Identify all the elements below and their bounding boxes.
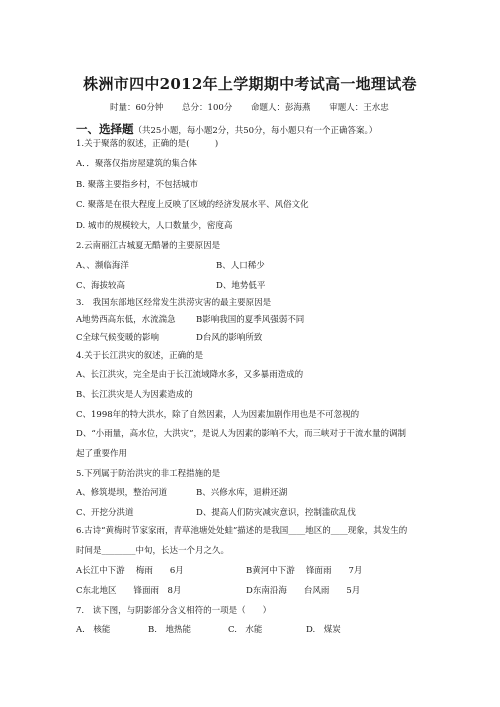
question-1-option-b: B. 聚落主要指乡村，不包括城市 bbox=[76, 180, 199, 190]
question-2-option-b: B、人口稀少 bbox=[216, 261, 265, 271]
question-7-option-b: B. 地热能 bbox=[148, 625, 191, 635]
question-3-option-c: C全球气候变暖的影响 bbox=[76, 333, 160, 343]
question-4-option-d-continued: 起了重要作用 bbox=[76, 449, 128, 459]
section-note: （共25小题，每小题2分，共50分，每小题只有一个正确答案。） bbox=[133, 126, 378, 136]
question-2-option-a: A、、濒临海洋 bbox=[76, 261, 129, 271]
exam-time: 时量：60分钟 bbox=[110, 103, 164, 113]
exam-info bbox=[110, 101, 389, 113]
exam-score: 总分：100分 bbox=[182, 103, 233, 113]
question-6-option-d: D东南沿海 台风雨 5月 bbox=[246, 586, 361, 596]
question-5-stem: 5.下列属于防治洪灾的非工程措施的是 bbox=[76, 469, 221, 479]
question-2-stem: 2.云南丽江古城夏无酷暑的主要原因是 bbox=[76, 241, 221, 251]
question-3-option-a: A地势西高东低，水流湍急 bbox=[76, 315, 176, 325]
question-6-option-a: A长江中下游 梅雨 6月 bbox=[76, 566, 184, 576]
question-6-stem-continued: 时间是________中旬，长达一个月之久。 bbox=[76, 546, 230, 556]
question-4-option-c: C、1998年的特大洪水，除了自然因素，人为因素加剧作用也是不可忽视的 bbox=[76, 410, 360, 420]
section-heading bbox=[76, 121, 377, 137]
question-4-stem: 4.关于长江洪灾的叙述，正确的是 bbox=[76, 351, 204, 361]
question-3-option-b: B影响我国的夏季风强弱不同 bbox=[196, 315, 305, 325]
question-6-option-c: C东北地区 锋面雨 8月 bbox=[76, 586, 182, 596]
question-1-option-c: C. 聚落是在很大程度上反映了区域的经济发展水平、风俗文化 bbox=[76, 200, 309, 210]
question-2-option-d: D、地势低平 bbox=[216, 281, 266, 291]
question-5-option-b: B、兴修水库，退耕还湖 bbox=[196, 488, 288, 498]
question-6-option-b: B黄河中下游 锋面雨 7月 bbox=[246, 566, 363, 576]
question-6-stem: 6.古诗“黄梅时节家家雨，青草池塘处处蛙”描述的是我国____地区的____现象，其发生的 bbox=[76, 526, 408, 536]
exam-title: 株洲市四中2012年上学期期中考试高一地理试卷 bbox=[83, 75, 417, 93]
exam-author: 命题人：彭海燕 bbox=[250, 103, 311, 113]
question-3-stem: 3. 我国东部地区经常发生洪涝灾害的最主要原因是 bbox=[76, 298, 272, 308]
exam-reviewer: 审题人：王水忠 bbox=[329, 103, 389, 113]
question-1-option-a: A．．聚落仅指房屋建筑的集合体 bbox=[76, 159, 197, 169]
question-5-option-a: A、修筑堤坝，整治河道 bbox=[76, 488, 168, 498]
question-4-option-d: D、“小雨量，高水位，大洪灾”，是说人为因素的影响不大，而三峡对于干流水量的调制 bbox=[76, 429, 407, 439]
question-5-option-c: C、开挖分洪道 bbox=[76, 508, 134, 518]
question-5-option-d: D、提高人们防灾减灾意识，控制滥砍乱伐 bbox=[196, 508, 356, 518]
question-2-option-c: C、海拔较高 bbox=[76, 281, 126, 291]
question-1-stem: 1.关于聚落的叙述，正确的是( ) bbox=[76, 139, 219, 149]
question-3-option-d: D台风的影响所致 bbox=[196, 333, 263, 343]
section-title: 一、选择题 bbox=[76, 122, 134, 136]
question-7-option-d: D. 煤炭 bbox=[306, 625, 341, 635]
question-7-option-a: A. 核能 bbox=[76, 625, 111, 635]
question-4-option-b: B、长江洪灾是人为因素造成的 bbox=[76, 390, 193, 400]
question-4-option-a: A、长江洪灾，完全是由于长江流域降水多，又多暴雨造成的 bbox=[76, 370, 304, 380]
question-7-stem: 7. 读下图，与阴影部分含义相符的一项是（ ） bbox=[76, 606, 272, 616]
question-7-option-c: C. 水能 bbox=[228, 625, 263, 635]
question-1-option-d: D. 城市的规模较大，人口数量少，密度高 bbox=[76, 221, 233, 231]
